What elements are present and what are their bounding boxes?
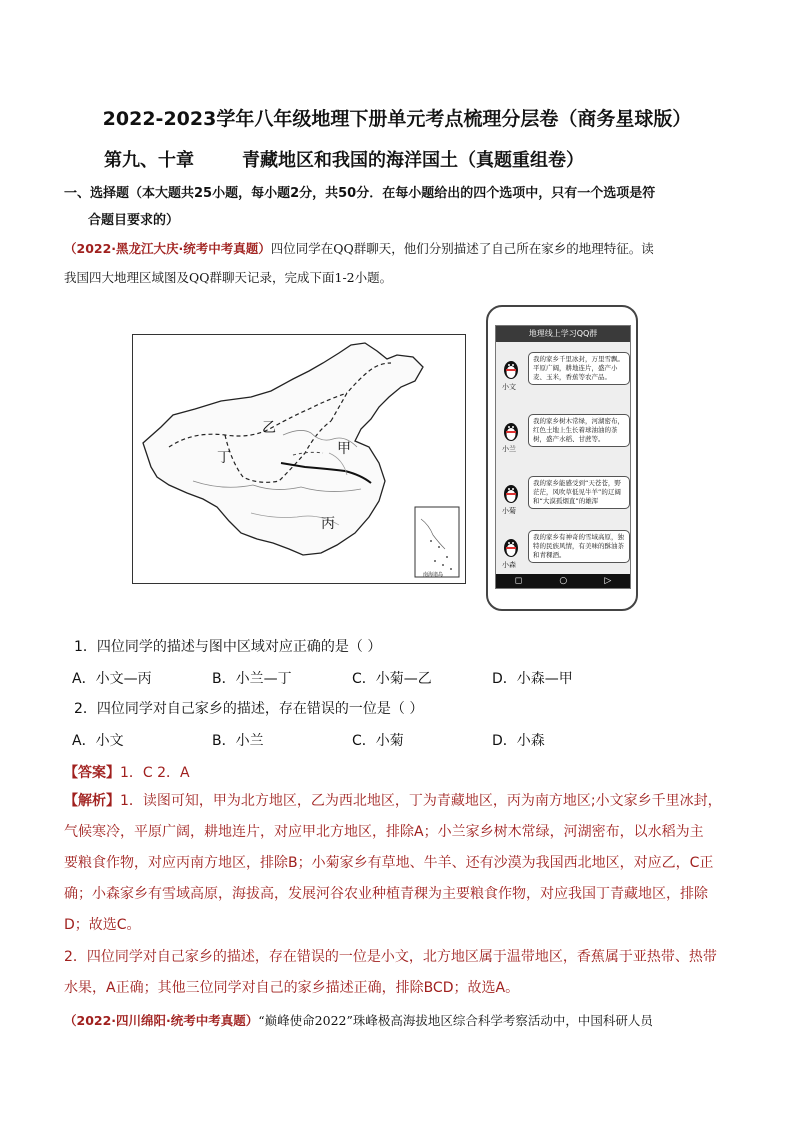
option-d: D．小森—甲: [492, 671, 573, 687]
chat-bubble: 我的家乡树木常绿，河湖密布，红色土地上生长着球油油的茶树，盛产水稻、甘蔗等。: [528, 414, 630, 447]
analysis-line: 气候寒冷，平原广阔，耕地连片，对应甲北方地区，排除A；小兰家乡树木常绿，河湖密布，以水稻为主: [64, 824, 704, 840]
chapter-subtitle: 青藏地区和我国的海洋国土（真题重组卷）: [242, 150, 584, 171]
question-stem: 1．四位同学的描述与图中区域对应正确的是（ ）: [74, 639, 382, 655]
question-stem: 2．四位同学对自己家乡的描述，存在错误的一位是（ ）: [74, 701, 424, 717]
answer-text: 1．C 2．A: [120, 765, 190, 781]
chapter-number: 第九、十章: [104, 150, 194, 171]
phone-illustration: [486, 305, 638, 611]
analysis-line: 确；小森家乡有雪域高原，海拔高，发展河谷农业种植青稞为主要粮食作物，对应我国丁青藏地区，排除: [64, 886, 708, 902]
option-d: D．小森: [492, 733, 545, 749]
chat-message: [500, 348, 626, 402]
china-regions-map: [132, 334, 466, 584]
chat-bubble: 我的家乡千里冰封，万里雪飘。平原广阔，耕地连片，盛产小麦、玉米，香蕉等农产品。: [528, 352, 630, 385]
intro-text-b: 我国四大地理区域图及QQ群聊天记录，完成下面1-2小题。: [64, 270, 393, 285]
chat-username: 小兰: [502, 445, 516, 453]
chat-message: [500, 472, 626, 526]
section-heading: [64, 180, 734, 234]
chapter-title: [104, 146, 584, 172]
question-source: （2022·黑龙江大庆·统考中考真题）: [64, 241, 271, 256]
analysis-line: 2．四位同学对自己家乡的描述，存在错误的一位是小文，北方地区属于温带地区，香蕉属于亚热带、热带: [64, 949, 717, 965]
chat-group-title: 地理线上学习QQ群: [496, 326, 630, 342]
option-b: B．小兰: [212, 733, 264, 749]
question-1: [74, 636, 632, 688]
question-2: [74, 698, 632, 750]
penguin-avatar-icon: [503, 536, 519, 558]
analysis-line: 1．读图可知，甲为北方地区，乙为西北地区，丁为青藏地区，丙为南方地区;小文家乡千里冰封，: [120, 793, 722, 809]
option-list: [72, 668, 632, 688]
triangle-icon: ▷: [604, 576, 612, 586]
circle-icon: ○: [559, 576, 568, 586]
intro-text-a: 四位同学在QQ群聊天，他们分别描述了自己所在家乡的地理特征。读: [270, 241, 654, 256]
penguin-avatar-icon: [503, 420, 519, 442]
option-list: [72, 730, 632, 750]
analysis-line: 要粮食作物，对应丙南方地区，排除B；小菊家乡有草地、牛羊、还有沙漠为我国西北地区，对应乙，C正: [64, 855, 714, 871]
region-label-ding: 丁: [217, 450, 231, 466]
option-c: C．小菊: [352, 733, 404, 749]
map-drawing: [133, 335, 465, 583]
section-heading-line2: 合题目要求的）: [88, 213, 180, 228]
chat-bubble: 我的家乡能感受到“天苍苍，野茫茫，风吹草低见牛羊”的辽阔和“大漠孤烟直”的雄浑: [528, 476, 630, 509]
phone-nav-bar: [496, 574, 630, 588]
inset-label: 南海诸岛: [423, 572, 444, 578]
region-label-jia: 甲: [337, 441, 351, 457]
question-intro: [64, 234, 734, 292]
chat-message: [500, 526, 626, 580]
document-title: 2022-2023学年八年级地理下册单元考点梳理分层卷（商务星球版）: [102, 108, 692, 130]
section-heading-line1: 一、选择题（本大题共25小题，每小题2分，共50分．在每小题给出的四个选项中，只有一个选项是符: [64, 186, 656, 201]
analysis-line: D；故选C。: [64, 917, 141, 933]
question-intro-2: [64, 1006, 734, 1035]
chat-username: 小菊: [502, 507, 516, 515]
chat-bubble: 我的家乡有神奇的雪域高原，独特的民族风情，有美味的酥油茶和青稞酒。: [528, 530, 630, 563]
option-a: A．小文—丙: [72, 671, 152, 687]
question-source: （2022·四川绵阳·统考中考真题）: [64, 1013, 259, 1028]
chat-username: 小文: [502, 383, 516, 391]
analysis-paragraph-2: [64, 942, 732, 1004]
penguin-avatar-icon: [503, 482, 519, 504]
penguin-avatar-icon: [503, 358, 519, 380]
chat-username: 小森: [502, 561, 516, 569]
intro2-text: “巅峰使命2022”珠峰极高海拔地区综合科学考察活动中，中国科研人员: [258, 1013, 653, 1028]
chat-message: [500, 410, 626, 464]
region-label-bing: 丙: [321, 516, 335, 532]
phone-screen: [495, 325, 631, 589]
option-c: C．小菊—乙: [352, 671, 432, 687]
analysis-tag: 【解析】: [64, 793, 120, 809]
region-label-yi: 乙: [262, 420, 276, 436]
analysis-line: 水果，A正确；其他三位同学对自己的家乡描述正确，排除BCD；故选A。: [64, 980, 520, 996]
option-b: B．小兰—丁: [212, 671, 292, 687]
answer-line: [64, 762, 190, 782]
option-a: A．小文: [72, 733, 124, 749]
analysis-paragraph-1: [64, 786, 732, 941]
square-icon: ◻: [514, 576, 523, 586]
answer-tag: 【答案】: [64, 765, 120, 781]
